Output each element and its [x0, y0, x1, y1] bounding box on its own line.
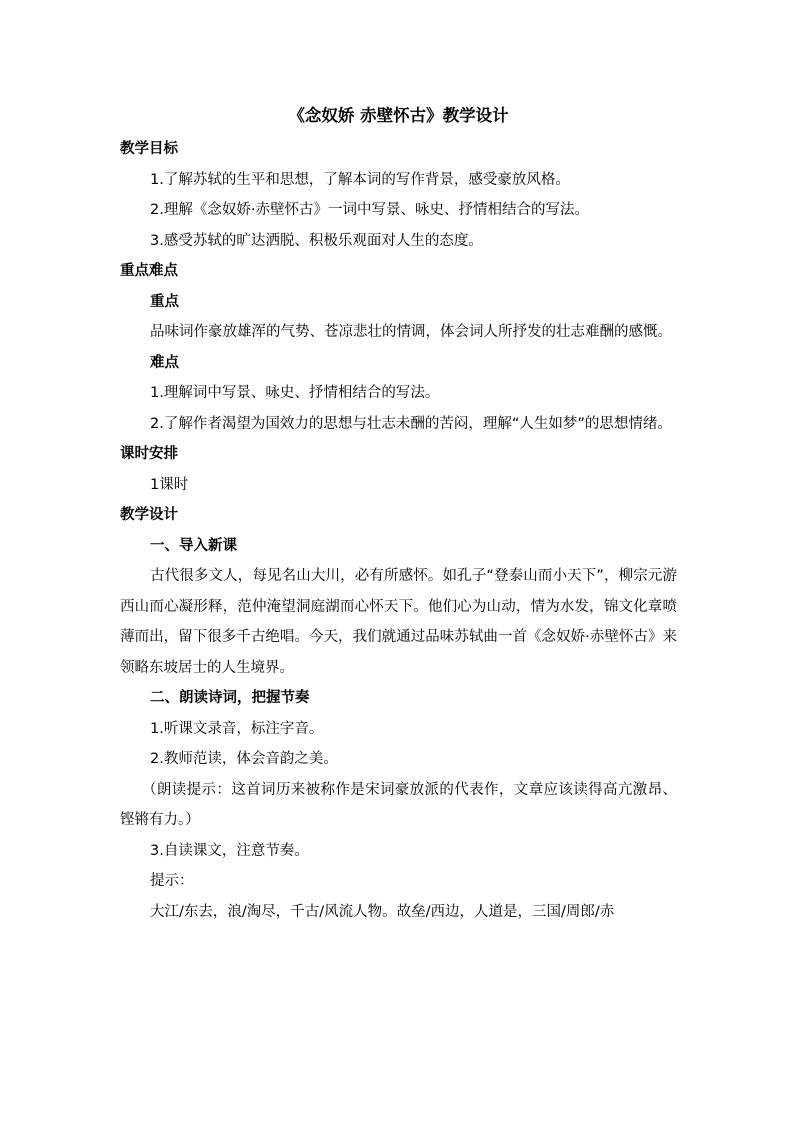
section1-text: 古代很多文人，每见名山大川，必有所感怀。如孔子“登泰山而小天下”，柳宗元游西山而心凝形释，范仲淹望洞庭湖而心怀天下。他们心为山动，情为水发，锦文化章喷薄而出，留下很多千古绝唱。今天，我们就通过品味苏轼曲一首《念奴娇·赤壁怀古》来领略东坡居士的人生境界。	[120, 568, 677, 676]
section2-heading: 二、朗读诗词，把握节奏	[150, 690, 310, 706]
section2-item-3: 3.自读课文，注意节奏。	[150, 842, 309, 859]
section2-item-1: 1.听课文录音，标注字音。	[150, 720, 324, 737]
design-heading: 教学设计	[120, 507, 178, 523]
hint-text: 大江/东去，浪/淘尽，千古/风流人物。故垒/西边，人道是，三国/周郎/赤	[150, 903, 615, 920]
section2-item-2: 2.教师范读，体会音韵之美。	[150, 751, 338, 767]
goals-heading: 教学目标	[120, 141, 178, 157]
difficulty-heading: 难点	[150, 354, 179, 371]
schedule-heading: 课时安排	[120, 446, 178, 462]
document-title: 《念奴娇 赤壁怀古》教学设计	[288, 106, 509, 125]
section1-heading: 一、导入新课	[150, 537, 237, 554]
goal-item-2: 2.理解《念奴娇·赤壁怀古》一词中写景、咏史、抒情相结合的写法。	[150, 202, 589, 218]
document-body	[120, 98, 677, 927]
difficulty-item-2: 2.了解作者渴望为国效力的思想与壮志未酬的苦闷，理解“人生如梦”的思想情绪。	[150, 415, 672, 432]
hint-label: 提示：	[150, 873, 194, 889]
key-point-heading: 重点	[150, 293, 179, 310]
focus-heading: 重点难点	[120, 263, 178, 279]
key-point-text: 品味词作豪放雄浑的气势、苍凉悲壮的情调，体会词人所抒发的壮志难酬的感慨。	[150, 324, 672, 340]
difficulty-item-1: 1.理解词中写景、咏史、抒情相结合的写法。	[150, 385, 440, 401]
reading-tip: （朗读提示：这首词历来被称作是宋词豪放派的代表作，文章应该读得高亢激昂、铿锵有力。）	[120, 781, 677, 828]
goal-item-1: 1.了解苏轼的生平和思想，了解本词的写作背景，感受豪放风格。	[150, 171, 570, 188]
schedule-text: 1课时	[150, 476, 189, 493]
goal-item-3: 3.感受苏轼的旷达洒脱、积极乐观面对人生的态度。	[150, 232, 483, 249]
